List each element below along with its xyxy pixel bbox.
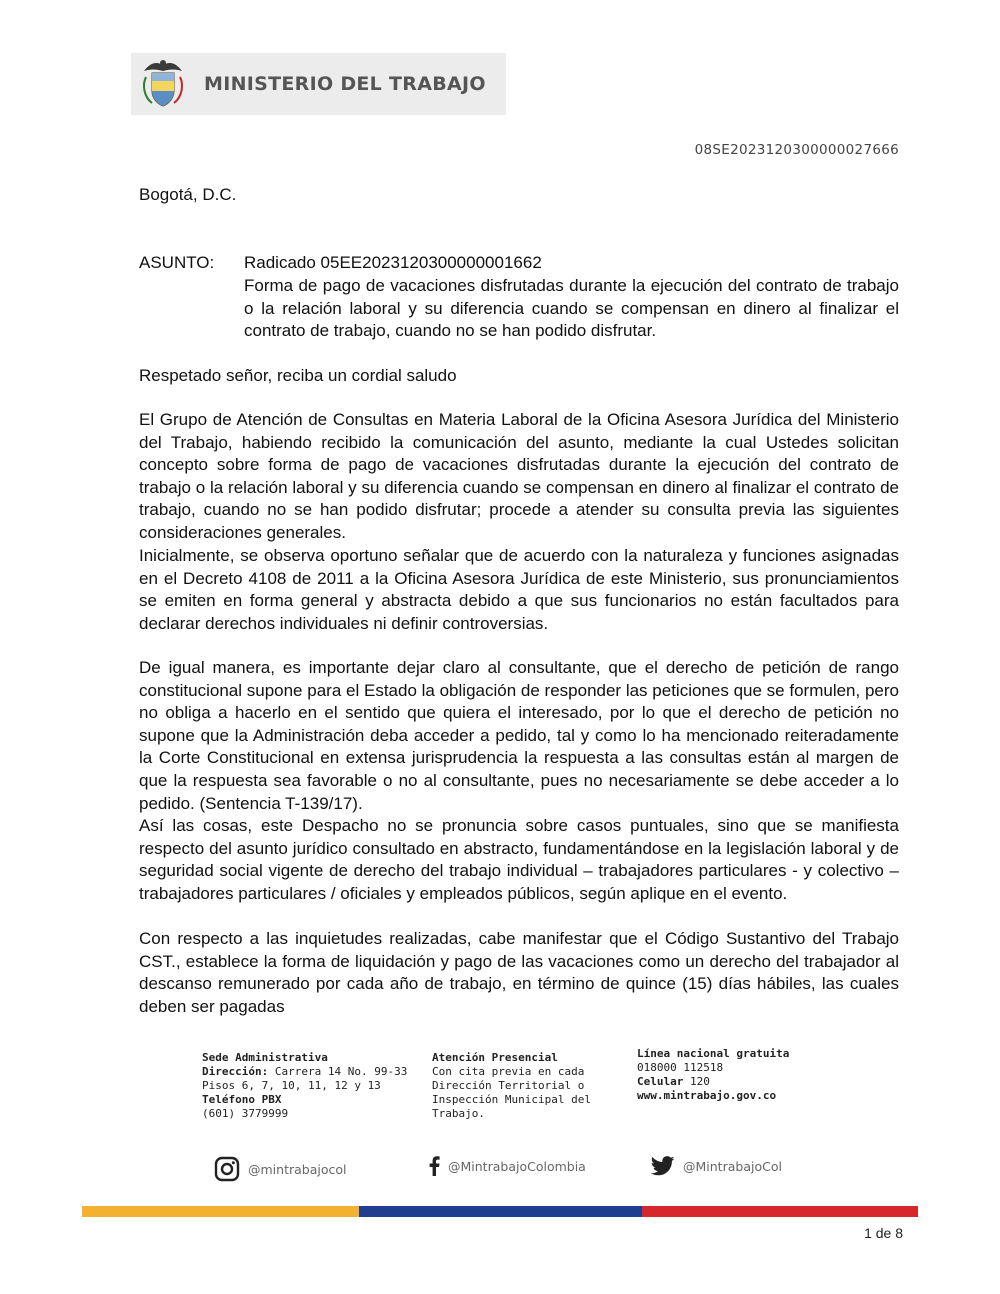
flag-bar-blue [359, 1206, 642, 1217]
twitter-handle: @MintrabajoCol [683, 1158, 782, 1174]
footer-atencion [432, 1051, 591, 1121]
ministry-logo [131, 53, 506, 115]
social-facebook[interactable] [428, 1156, 586, 1176]
telefono-label: Teléfono PBX [202, 1093, 282, 1106]
linea-phone: 018000 112518 [637, 1061, 724, 1074]
greeting: Respetado señor, reciba un cordial saludo [139, 366, 457, 385]
celular-value: 120 [689, 1075, 710, 1088]
city-date: Bogotá, D.C. [139, 185, 237, 204]
footer-sede [202, 1051, 407, 1121]
facebook-handle: @MintrabajoColombia [448, 1158, 586, 1174]
paragraph: Así las cosas, este Despacho no se pronuncia sobre casos puntuales, sino que se manifiesta respecto del asunto jurídico consultado en abstracto, fundamentándose en la legislación laboral y de seguridad social vigente de derecho del trabajo individual – trabajadores particulares - y colectivo – trabajadores particulares / oficiales y empleados públicos, según aplique en el evento. [139, 816, 899, 903]
facebook-icon [428, 1156, 440, 1176]
asunto-label: ASUNTO: [139, 253, 215, 272]
direccion-label: Dirección: [202, 1065, 269, 1078]
atencion-line: Trabajo. [432, 1107, 485, 1120]
twitter-icon [651, 1156, 675, 1176]
instagram-handle: @mintrabajocol [248, 1161, 347, 1177]
document-number: 08SE2023120300000027666 [694, 142, 899, 158]
atencion-line: Inspección Municipal del [432, 1093, 591, 1106]
footer-linea [637, 1047, 789, 1103]
social-instagram[interactable] [214, 1156, 346, 1182]
page-number: 1 de 8 [864, 1225, 903, 1241]
paragraph: Con respecto a las inquietudes realizadas, cabe manifestar que el Código Sustantivo del Trabajo CST., establece la forma de liquidación y pago de las vacaciones como un derecho del trabajador al descanso remunerado por cada año de trabajo, en término de quince (15) días hábiles, las cuales deben ser pagadas [139, 929, 899, 1016]
colombia-coat-of-arms-icon [131, 53, 195, 115]
sede-title: Sede Administrativa [202, 1051, 328, 1064]
paragraph: De igual manera, es importante dejar claro al consultante, que el derecho de petición de rango constitucional supone para el Estado la obligación de responder las peticiones que se formulen, pero no obliga a hacerlo en el sentido que quiera el interesado, por lo que el derecho de petición no supone que la Administración deba acceder a pedido, tal y como lo ha mencionado reiteradamente la Corte Constitucional en extensa jurisprudencia la respuesta a las consultas están al margen de que la respuesta sea favorable o no al consultante, pues no necesariamente se debe acceder a lo pedido. (Sentencia T-139/17). [139, 658, 899, 813]
paragraph: El Grupo de Atención de Consultas en Materia Laboral de la Oficina Asesora Jurídica del Ministerio del Trabajo, habiendo recibido la comunicación del asunto, mediante la cual Ustedes solicitan concepto sobre forma de pago de vacaciones disfrutadas durante la ejecución del contrato de trabajo o la relación laboral y su diferencia cuando se compensan en dinero al finalizar el contrato de trabajo, cuando no se han podido disfrutar; procede a atender su consulta previa las siguientes consideraciones generales. [139, 410, 899, 542]
telefono-value: (601) 3779999 [202, 1107, 289, 1120]
paragraph: Inicialmente, se observa oportuno señalar que de acuerdo con la naturaleza y funciones asignadas en el Decreto 4108 de 2011 a la Oficina Asesora Jurídica de este Ministerio, sus pronunciamientos se emiten en forma general y abstracta debido a que sus funcionarios no están facultados para declarar derechos individuales ni definir controversias. [139, 546, 899, 633]
asunto-description: Forma de pago de vacaciones disfrutadas durante la ejecución del contrato de trabajo o la relación laboral y su diferencia cuando se compensan en dinero al finalizar el contrato de trabajo, cuando no se han podido disfrutar. [244, 276, 899, 341]
social-twitter[interactable] [651, 1156, 782, 1176]
atencion-title: Atención Presencial [432, 1051, 558, 1064]
flag-bar-yellow [82, 1206, 359, 1217]
atencion-line: Con cita previa en cada [432, 1065, 585, 1078]
pisos: Pisos 6, 7, 10, 11, 12 y 13 [202, 1079, 381, 1092]
direccion-value: Carrera 14 No. 99-33 [274, 1065, 408, 1078]
asunto-radicado: Radicado 05EE2023120300000001662 [244, 253, 542, 272]
instagram-icon [214, 1156, 240, 1182]
flag-bar-red [642, 1206, 918, 1217]
ministry-name: MINISTERIO DEL TRABAJO [204, 73, 486, 95]
celular-label: Celular [637, 1075, 684, 1088]
linea-title: Línea nacional gratuita [637, 1047, 790, 1060]
atencion-line: Dirección Territorial o [432, 1079, 585, 1092]
website-link[interactable]: www.mintrabajo.gov.co [637, 1089, 777, 1102]
